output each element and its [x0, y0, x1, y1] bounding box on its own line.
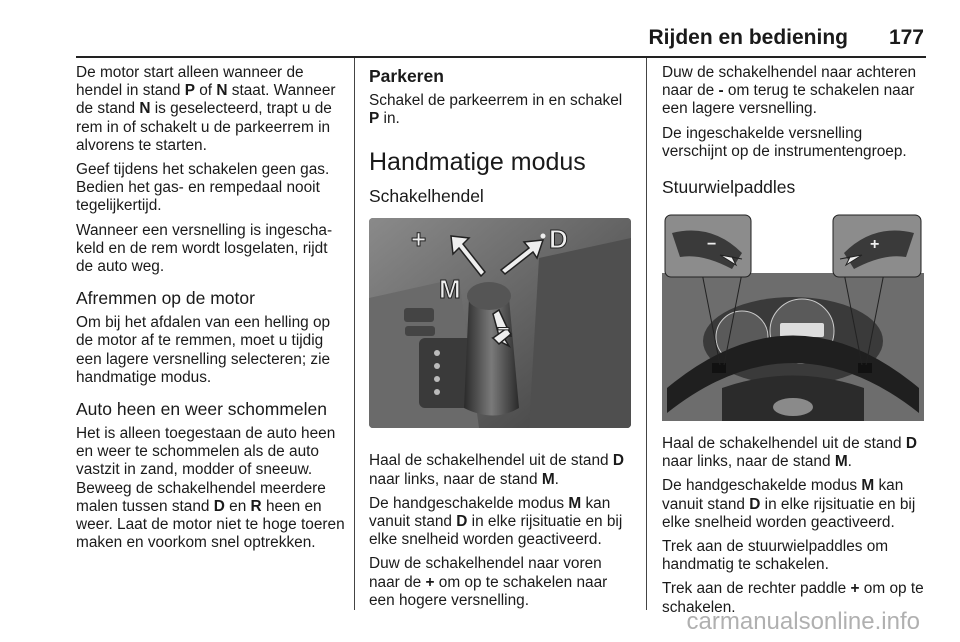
paragraph-downshift: Duw de schakelhendel naar achteren naar de - om terug te schakelen naar een lagere versnelling.: [662, 64, 917, 118]
header-rule: [76, 56, 926, 58]
label-plus: +: [411, 224, 427, 255]
paragraph-to-m: Haal de schakelhendel uit de stand D naar links, naar de stand M.: [369, 452, 624, 488]
paragraph-drives-off: Wanneer een versnelling is ingeschakeld en de rem wordt losgelaten, rijdt de auto weg.: [76, 221, 333, 276]
figure-paddles: [662, 213, 924, 421]
paragraph-afremmen: Om bij het afdalen van een helling op de motor af te remmen, moet u tijdig een lagere versnelling selecteren; zie handmatige modus.: [76, 314, 331, 386]
heading-handmatige-modus: Handmatige modus: [369, 148, 586, 177]
paragraph-mode-m: De handgeschakelde modus M kan vanuit stand D in elke rijsituatie en bij elke snelheid worden geactiveerd.: [369, 494, 623, 549]
heading-afremmen: Afremmen op de motor: [76, 288, 255, 309]
heading-schommelen: Auto heen en weer schommelen: [76, 399, 327, 420]
heading-stuurwielpaddles: Stuurwielpaddles: [662, 177, 796, 198]
column-divider-2: [646, 58, 647, 610]
paddle-plus-label: +: [870, 236, 880, 254]
paragraph-no-gas: Geef tijdens het schakelen geen gas. Bedien het gas- en rempedaal nooit tegelijkertijd.: [76, 161, 330, 215]
column-3: [662, 64, 928, 623]
column-2: [369, 64, 635, 616]
paragraph-pull-paddles: Trek aan de stuurwielpaddles om handmatig te schakelen.: [662, 538, 889, 574]
figure-gear-lever: [369, 218, 631, 428]
label-minus: −: [497, 316, 510, 342]
page-header: [76, 24, 926, 52]
steering-wheel-illustration: [662, 213, 924, 421]
gear-lever-illustration: [369, 218, 631, 428]
label-d: D: [549, 224, 568, 255]
column-divider-1: [354, 58, 355, 610]
paragraph-paddle-to-m: Haal de schakelhendel uit de stand D naar links, naar de stand M.: [662, 435, 917, 471]
paragraph-upshift: Duw de schakelhendel naar voren naar de + om op te schakelen naar een hogere versnelling.: [369, 555, 608, 609]
paragraph-schommelen: Het is alleen toegestaan de auto heen en weer te schommelen als de auto vastzit in zand, modder of sneeuw. Beweeg de schakelhendel meerdere malen tussen stand D en R heen en weer. Laat de motor niet te hoge toeren maken en voorkom snel optrekken.: [76, 425, 345, 552]
heading-schakelhendel: Schakelhendel: [369, 186, 484, 207]
paragraph-parkeren: Schakel de parkeerrem in en schakel P in.: [369, 92, 623, 128]
paragraph-right-paddle: Trek aan de rechter paddle + om op te schakelen.: [662, 580, 924, 616]
paragraph-paddle-mode-m: De handgeschakelde modus M kan vanuit stand D in elke rijsituatie en bij elke snelheid worden geactiveerd.: [662, 477, 916, 531]
header-title: Rijden en bediening: [648, 26, 848, 49]
paddle-minus-label: −: [707, 236, 717, 254]
paragraph-display: De ingeschakelde versnelling verschijnt op de instrumentengroep.: [662, 124, 907, 160]
page-number: 177: [888, 26, 924, 49]
label-m: M: [439, 274, 461, 305]
heading-parkeren: Parkeren: [369, 66, 444, 86]
paragraph-start-engine: De motor start alleen wanneer de hendel in stand P of N staat. Wanneer de stand N is geselecteerd, trapt u de rem in of schakelt u de parkeerrem in alvorens te starten.: [76, 64, 336, 154]
column-1: [76, 64, 348, 558]
watermark: carmanualsonline.info: [686, 608, 920, 635]
